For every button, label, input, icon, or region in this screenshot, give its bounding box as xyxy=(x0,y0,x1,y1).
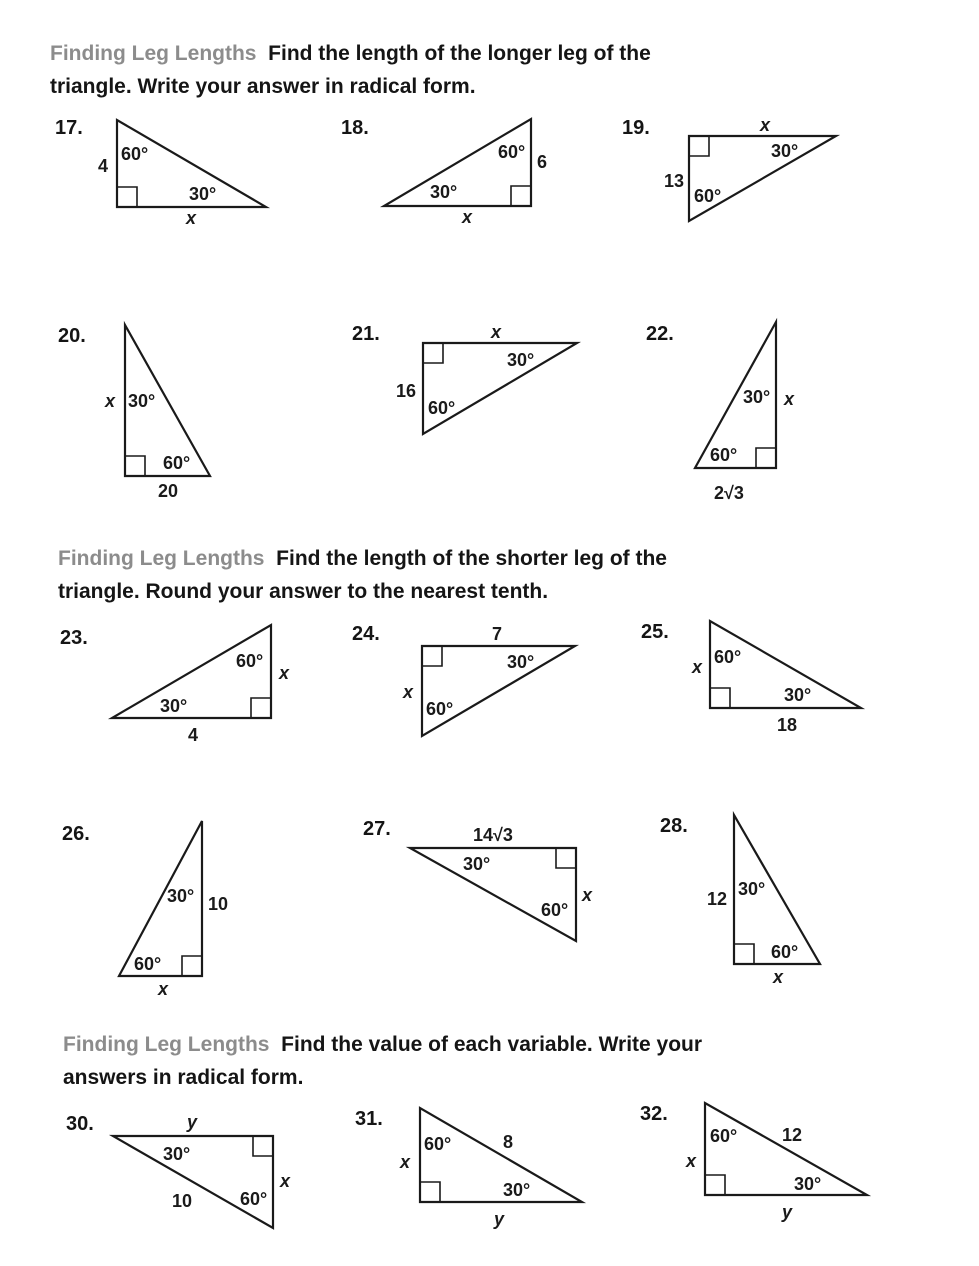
angle-label: 30° xyxy=(784,685,812,705)
problem-number: 18. xyxy=(341,117,369,139)
variable-label: x xyxy=(400,1152,411,1172)
right-angle-mark xyxy=(422,646,442,666)
side-label: 18 xyxy=(777,715,798,735)
variable-label: x xyxy=(686,1151,697,1171)
right-angle-mark xyxy=(125,456,145,476)
angle-label: 60° xyxy=(710,1126,738,1146)
triangle-outline xyxy=(410,848,576,941)
side-label: 12 xyxy=(782,1125,803,1145)
angle-label: 30° xyxy=(794,1174,822,1194)
side-label: 10 xyxy=(208,894,229,914)
triangle-25 xyxy=(691,621,861,735)
angle-label: 30° xyxy=(463,854,491,874)
right-angle-mark xyxy=(710,688,730,708)
angle-label: 30° xyxy=(189,184,217,204)
problem-number: 28. xyxy=(660,815,688,837)
variable-label: x xyxy=(279,663,290,683)
section-topic: Finding Leg Lengths xyxy=(63,1033,270,1056)
right-angle-mark xyxy=(117,187,137,207)
problem-number: 24. xyxy=(352,623,380,645)
section-instruction: triangle. Write your answer in radical form. xyxy=(50,75,476,98)
side-label: 10 xyxy=(172,1191,193,1211)
section-topic: Finding Leg Lengths xyxy=(50,42,257,65)
right-angle-mark xyxy=(182,956,202,976)
angle-label: 60° xyxy=(163,453,191,473)
angle-label: 60° xyxy=(134,954,162,974)
problem-number: 22. xyxy=(646,323,674,345)
angle-label: 30° xyxy=(167,886,195,906)
side-label: 20 xyxy=(158,481,179,501)
triangle-19 xyxy=(664,115,836,221)
side-label: 4 xyxy=(188,725,199,745)
section-instruction: Find the length of the longer leg of the xyxy=(268,42,651,65)
problem-number: 21. xyxy=(352,323,380,345)
right-angle-mark xyxy=(251,698,271,718)
triangle-17 xyxy=(98,120,266,228)
triangle-outline xyxy=(689,136,836,221)
problem-number: 31. xyxy=(355,1108,383,1130)
angle-label: 30° xyxy=(430,182,458,202)
side-label: 14√3 xyxy=(473,825,513,845)
triangle-22 xyxy=(695,322,795,503)
right-angle-mark xyxy=(689,136,709,156)
problem-number: 30. xyxy=(66,1113,94,1135)
triangle-outline xyxy=(422,646,575,736)
triangle-21 xyxy=(396,322,577,434)
section-instruction: Find the length of the shorter leg of the xyxy=(276,547,667,570)
triangle-28 xyxy=(707,815,820,987)
angle-label: 60° xyxy=(694,186,722,206)
section-topic: Finding Leg Lengths xyxy=(58,547,265,570)
angle-label: 60° xyxy=(121,144,149,164)
right-angle-mark xyxy=(423,343,443,363)
variable-label: x xyxy=(186,208,197,228)
angle-label: 30° xyxy=(503,1180,531,1200)
triangle-outline xyxy=(420,1108,582,1202)
angle-label: 60° xyxy=(236,651,264,671)
variable-label: x xyxy=(462,207,473,227)
triangle-outline xyxy=(113,1136,273,1228)
side-label: 13 xyxy=(664,171,685,191)
section-instruction: answers in radical form. xyxy=(63,1066,304,1089)
angle-label: 30° xyxy=(743,387,771,407)
angle-label: 30° xyxy=(160,696,188,716)
triangle-23 xyxy=(112,625,290,745)
angle-label: 30° xyxy=(738,879,766,899)
right-angle-mark xyxy=(705,1175,725,1195)
problem-number: 27. xyxy=(363,818,391,840)
variable-label: y xyxy=(494,1209,505,1229)
angle-label: 30° xyxy=(771,141,799,161)
triangle-24 xyxy=(402,624,575,736)
problem-number: 17. xyxy=(55,117,83,139)
variable-label: x xyxy=(784,389,795,409)
problem-number: 26. xyxy=(62,823,90,845)
angle-label: 30° xyxy=(507,652,535,672)
variable-label: x xyxy=(403,682,414,702)
side-label: 4 xyxy=(98,156,109,176)
variable-label: x xyxy=(773,967,784,987)
triangle-outline xyxy=(112,625,271,718)
triangle-31 xyxy=(399,1108,582,1229)
angle-label: 60° xyxy=(428,398,456,418)
triangle-20 xyxy=(104,325,210,501)
triangle-outline xyxy=(423,343,577,434)
right-angle-mark xyxy=(253,1136,273,1156)
angle-label: 60° xyxy=(710,445,738,465)
angle-label: 60° xyxy=(426,699,454,719)
triangle-outline xyxy=(384,119,531,206)
variable-label: y xyxy=(187,1112,198,1132)
side-label: 12 xyxy=(707,889,728,909)
variable-label: x xyxy=(760,115,771,135)
variable-label: x xyxy=(158,979,169,999)
variable-label: x xyxy=(582,885,593,905)
problem-number: 19. xyxy=(622,117,650,139)
angle-label: 30° xyxy=(163,1144,191,1164)
side-label: 7 xyxy=(492,624,503,644)
side-label: 8 xyxy=(503,1132,514,1152)
problem-number: 23. xyxy=(60,627,88,649)
problem-number: 25. xyxy=(641,621,669,643)
variable-label: x xyxy=(280,1171,291,1191)
side-label: 6 xyxy=(537,152,548,172)
angle-label: 60° xyxy=(771,942,799,962)
triangle-32 xyxy=(685,1103,867,1222)
angle-label: 60° xyxy=(424,1134,452,1154)
section-instruction: triangle. Round your answer to the nearest tenth. xyxy=(58,580,549,603)
right-angle-mark xyxy=(756,448,776,468)
triangle-27 xyxy=(410,825,593,941)
problem-number: 32. xyxy=(640,1103,668,1125)
angle-label: 30° xyxy=(128,391,156,411)
triangle-outline xyxy=(705,1103,867,1195)
angle-label: 60° xyxy=(541,900,569,920)
right-angle-mark xyxy=(420,1182,440,1202)
triangle-30 xyxy=(113,1112,291,1228)
side-label: 16 xyxy=(396,381,417,401)
right-angle-mark xyxy=(511,186,531,206)
section-instruction: Find the value of each variable. Write your xyxy=(281,1033,703,1056)
problem-number: 20. xyxy=(58,325,86,347)
variable-label: x xyxy=(105,391,116,411)
angle-label: 60° xyxy=(498,142,526,162)
variable-label: y xyxy=(782,1202,793,1222)
variable-label: x xyxy=(692,657,703,677)
angle-label: 30° xyxy=(507,350,535,370)
right-angle-mark xyxy=(734,944,754,964)
right-angle-mark xyxy=(556,848,576,868)
triangle-26 xyxy=(119,821,228,999)
side-label: 2√3 xyxy=(714,483,744,503)
angle-label: 60° xyxy=(714,647,742,667)
triangle-18 xyxy=(384,119,547,227)
variable-label: x xyxy=(491,322,502,342)
angle-label: 60° xyxy=(240,1189,268,1209)
